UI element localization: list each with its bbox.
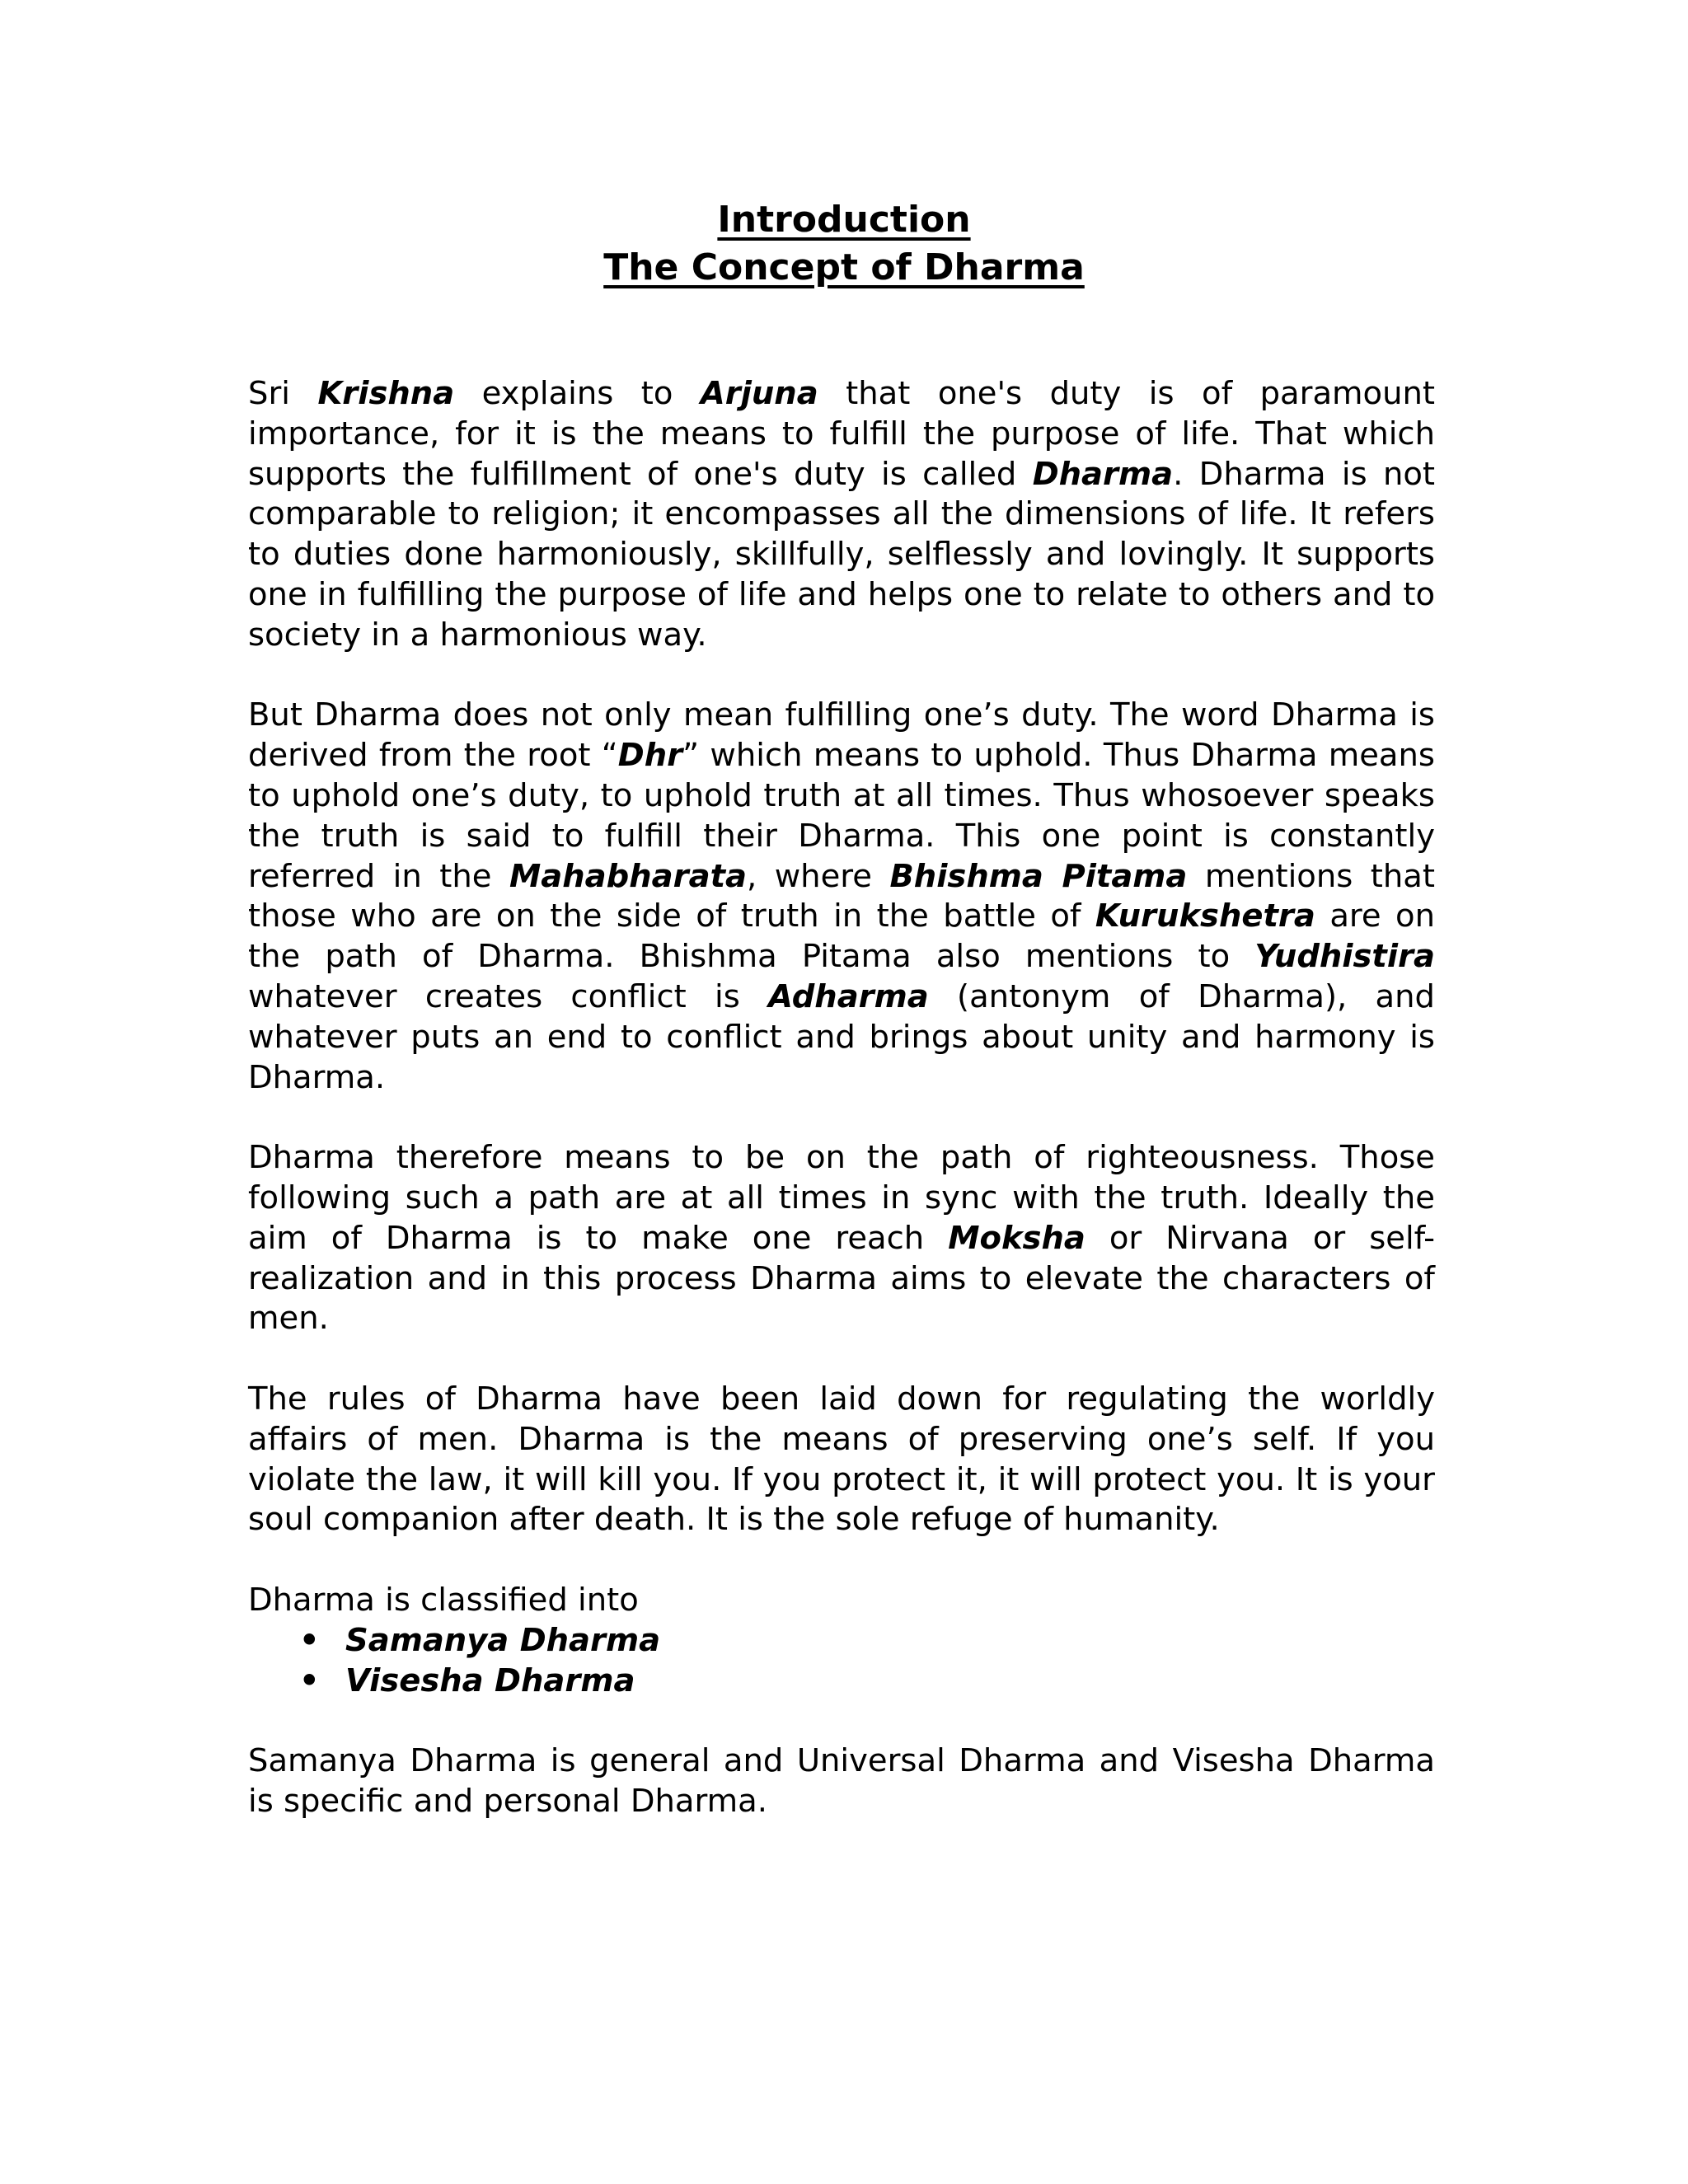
text-run: or Nirvana or self-realization and in this process Dharma aims to elevate the characters of men. — [248, 1219, 1436, 1338]
text-run: explains to — [454, 375, 701, 412]
title-block — [0, 196, 1688, 292]
text-run: that one's duty is of paramount importance, for it is the means to fulfill the purpose of life. That which supports the fulfillment of one's duty is called — [248, 375, 1435, 493]
list-item — [248, 1661, 1435, 1702]
text-run: , where — [746, 857, 890, 895]
term-moksha: Moksha — [948, 1219, 1085, 1257]
bullet-icon: • — [299, 1621, 320, 1659]
bullet-icon: • — [299, 1661, 320, 1699]
text-run: ” which means to uphold. Thus Dharma means to uphold one’s duty, to uphold truth at all times. Thus whosoever speaks the truth is said to fulfill their Dharma. This one point is constantly referred in the — [248, 737, 1435, 895]
paragraph-duty — [248, 374, 1435, 656]
text-run: mentions that those who are on the side of truth in the battle of — [248, 857, 1435, 935]
document-body — [248, 374, 1435, 1862]
paragraph-root-dhr — [248, 696, 1435, 1098]
term-krishna: Krishna — [317, 375, 455, 412]
paragraph-righteousness — [248, 1138, 1435, 1339]
term-kurukshetra: Kurukshetra — [1095, 898, 1315, 935]
list-item-label: Samanya Dharma — [345, 1621, 661, 1659]
text-run: (antonym of Dharma), and whatever puts an end to conflict and brings about unity and harmony is Dharma. — [248, 977, 1435, 1096]
paragraph-classified: Dharma is classified into — [248, 1581, 639, 1619]
list-item-label: Visesha Dharma — [345, 1661, 635, 1699]
term-adharma: Adharma — [768, 977, 929, 1015]
term-mahabharata: Mahabharata — [509, 857, 747, 895]
title-introduction: Introduction — [717, 199, 971, 241]
term-bhishma-pitama: Bhishma Pitama — [889, 857, 1188, 895]
term-arjuna: Arjuna — [700, 375, 818, 412]
list-item — [248, 1621, 1435, 1661]
text-run: . Dharma is not comparable to religion; it encompasses all the dimensions of life. It refers to duties done harmoniously, skillfully, selflessly and lovingly. It supports one in fulfilling the purpose of life and helps one to relate to others and to society in a harmonious way. — [248, 455, 1435, 654]
text-run: Dharma therefore means to be on the path of righteousness. Those following such a path are at all times in sync with the truth. Ideally the aim of Dharma is to make one reach — [248, 1139, 1435, 1257]
classification-list — [248, 1621, 1435, 1702]
text-run: whatever creates conflict is — [248, 977, 769, 1015]
text-run: Sri — [248, 375, 318, 412]
paragraph-rules: The rules of Dharma have been laid down for regulating the worldly affairs of men. Dharma is the means of preserving one’s self. If you violate the law, it will kill you. If you protect it, it will protect you. It is your soul companion after death. It is the sole refuge of humanity. — [248, 1380, 1435, 1539]
title-concept-of-dharma: The Concept of Dharma — [603, 246, 1085, 288]
term-yudhistira: Yudhistira — [1254, 938, 1435, 976]
term-dhr: Dhr — [617, 737, 683, 775]
paragraph-samanya-visesha: Samanya Dharma is general and Universal Dharma and Visesha Dharma is specific and personal Dharma. — [248, 1742, 1435, 1820]
text-run: are on the path of Dharma. Bhishma Pitama also mentions to — [248, 898, 1435, 976]
term-dharma: Dharma — [1032, 455, 1174, 493]
text-run: But Dharma does not only mean fulfilling one’s duty. The word Dharma is derived from the root “ — [248, 696, 1435, 775]
